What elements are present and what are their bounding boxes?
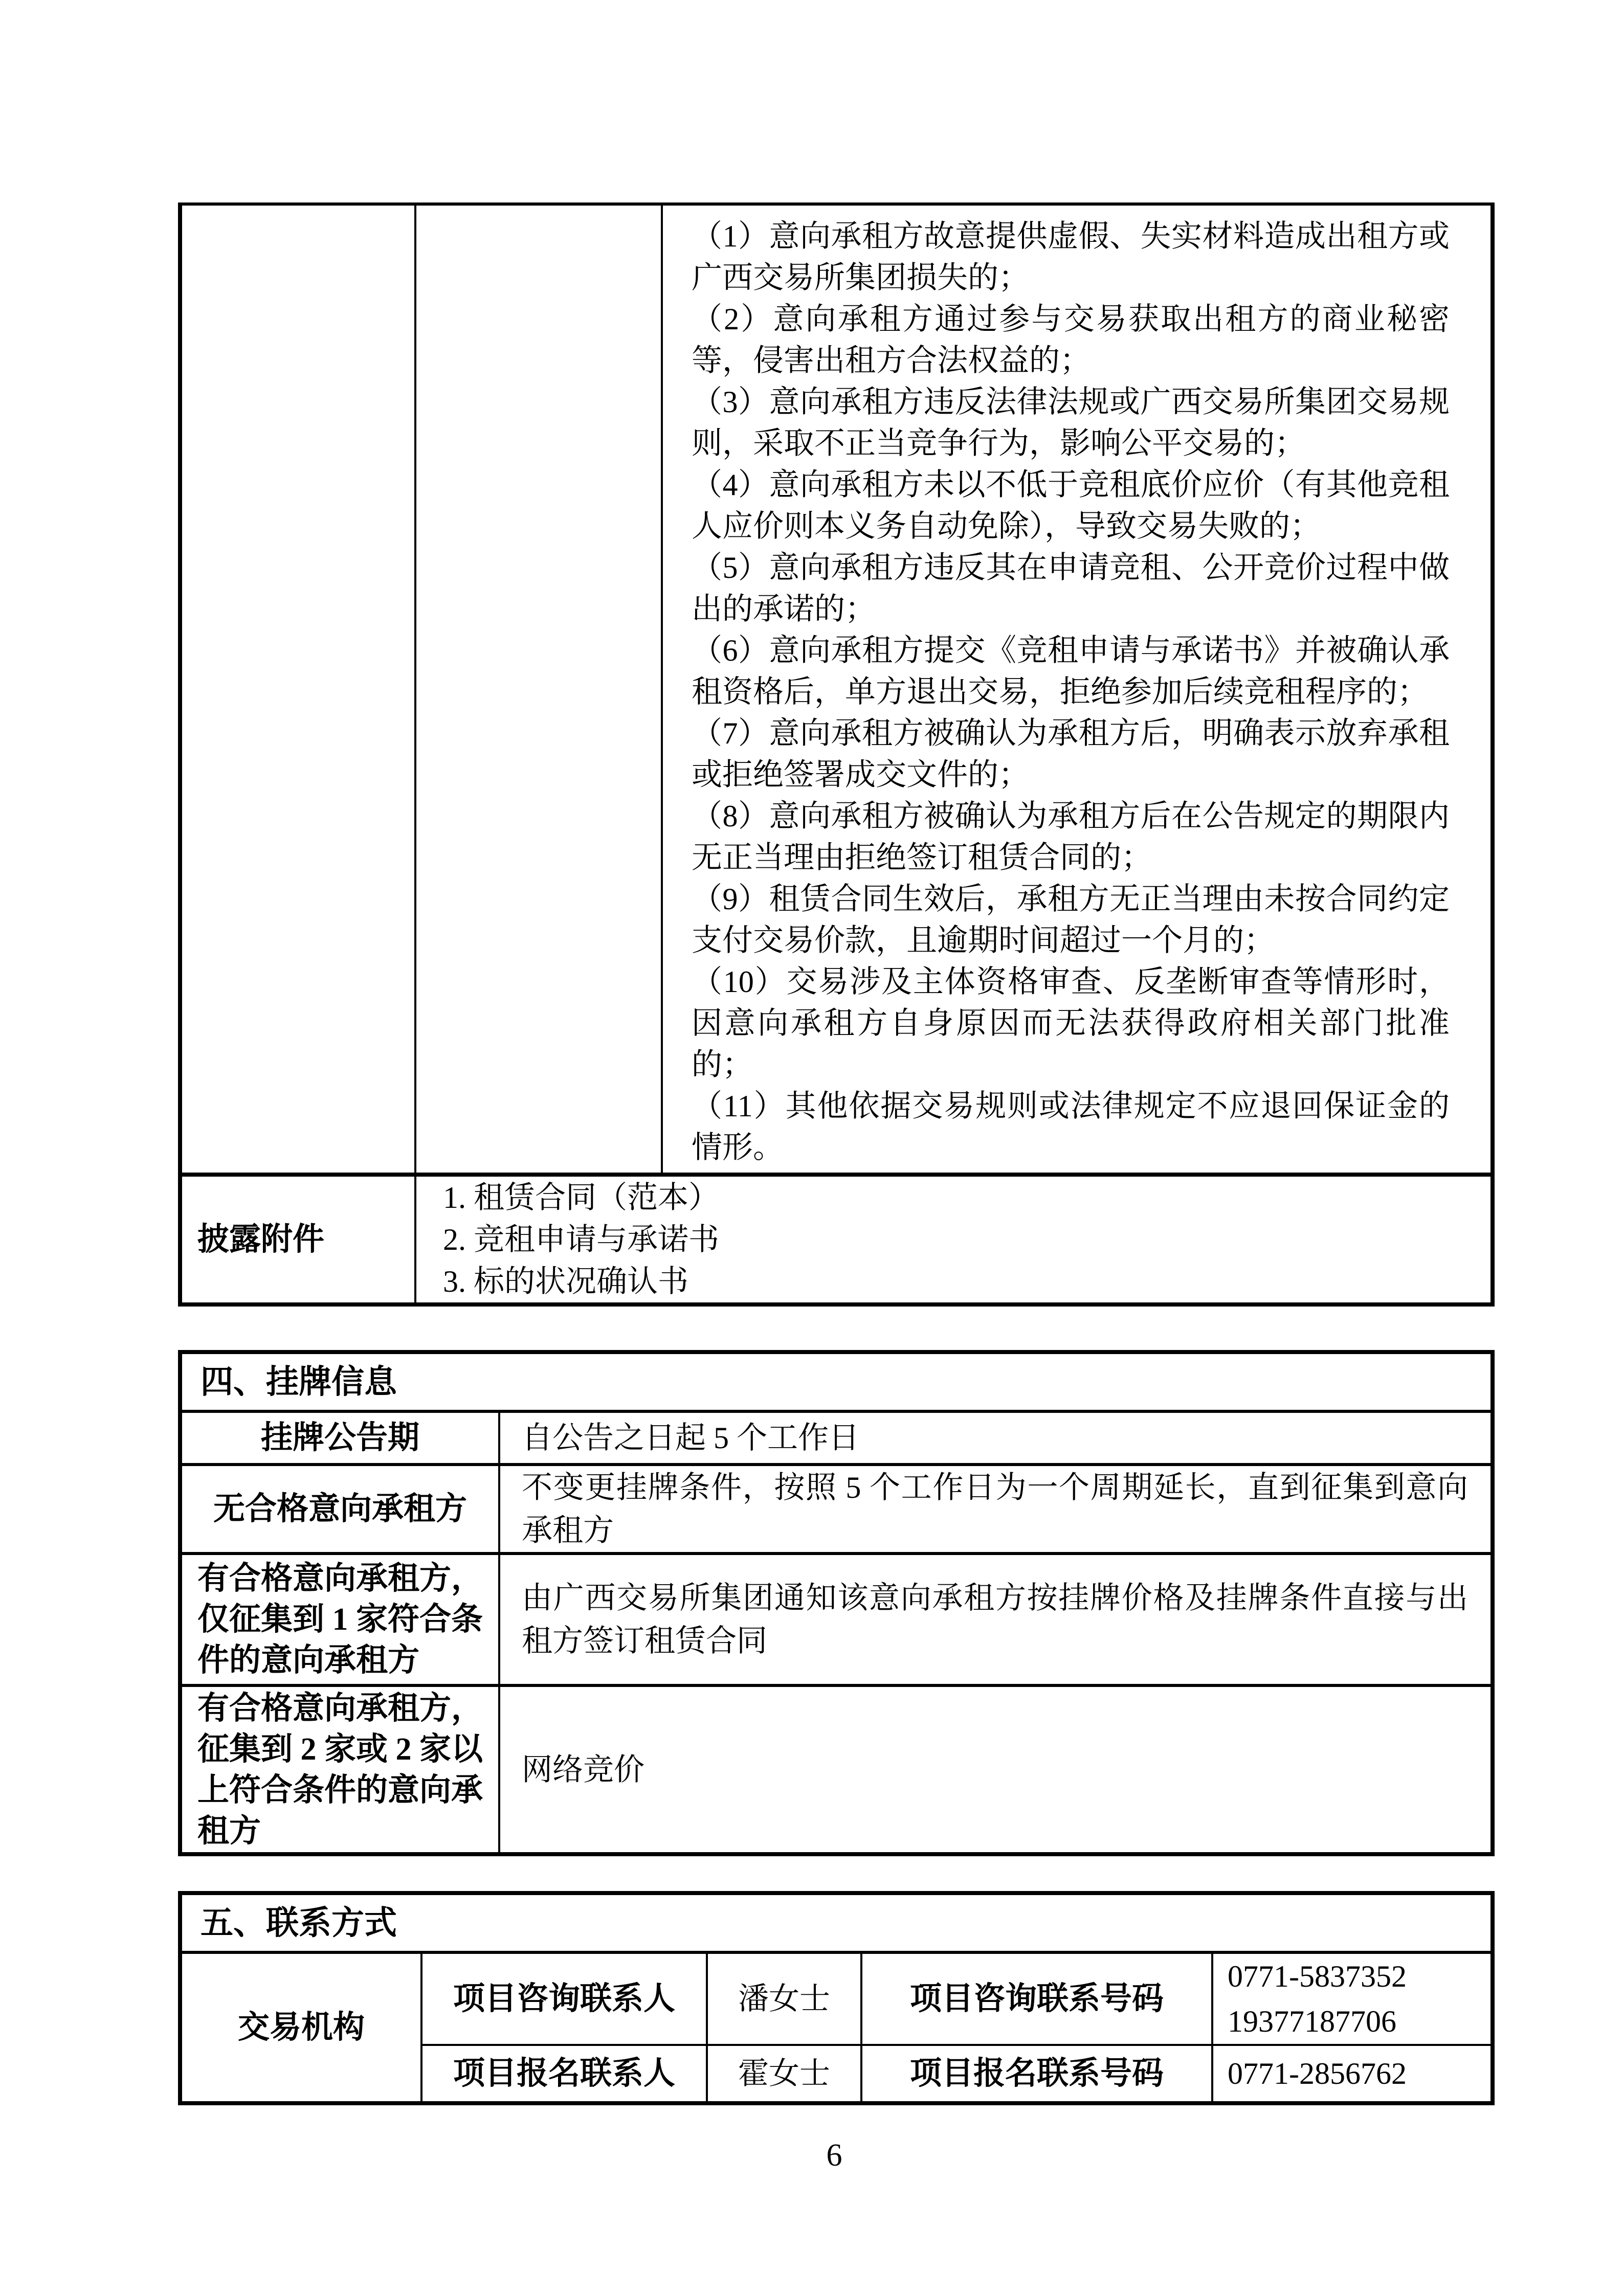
refund-exception-item: （6）意向承租方提交《竞租申请与承诺书》并被确认承租资格后，单方退出交易，拒绝参加后续竞租程序的； <box>692 634 1450 709</box>
refund-exception-item: （11）其他依据交易规则或法律规定不应退回保证金的情形。 <box>692 1089 1450 1164</box>
listing-row-label: 有合格意向承租方，仅征集到 1 家符合条件的意向承租方 <box>180 1554 499 1685</box>
refund-exception-item: （5）意向承租方违反其在申请竞租、公开竞价过程中做出的承诺的； <box>692 551 1450 626</box>
listing-row-value: 不变更挂牌条件，按照 5 个工作日为一个周期延长，直到征集到意向承租方 <box>499 1465 1493 1554</box>
section-title-contact: 五、联系方式 <box>180 1893 1493 1952</box>
phone-number: 19377187706 <box>1228 2005 1396 2038</box>
page-number: 6 <box>826 2138 842 2173</box>
refund-exception-item: （2）意向承租方通过参与交易获取出租方的商业秘密等，侵害出租方合法权益的； <box>692 302 1450 377</box>
disclosure-attachments-label: 披露附件 <box>180 1175 415 1304</box>
deposit-refund-continuation-table <box>178 202 1495 1307</box>
contact-role-cell: 项目咨询联系人 <box>421 1952 707 2045</box>
listing-row-value: 由广西交易所集团通知该意向承租方按挂牌价格及挂牌条件直接与出租方签订租赁合同 <box>499 1554 1493 1685</box>
phone-number: 0771-2856762 <box>1228 2057 1407 2090</box>
refund-exception-item: （9）租赁合同生效后，承租方无正当理由未按合同约定支付交易价款，且逾期时间超过一个月的； <box>692 882 1450 957</box>
listing-row-label: 有合格意向承租方，征集到 2 家或 2 家以上符合条件的意向承租方 <box>180 1685 499 1854</box>
attachment-item: 3. 标的状况确认书 <box>443 1265 688 1298</box>
listing-row-value: 网络竞价 <box>499 1685 1493 1854</box>
contact-name-cell: 霍女士 <box>707 2045 861 2103</box>
contact-table <box>178 1891 1495 2105</box>
contact-phone-label-cell: 项目咨询联系号码 <box>861 1952 1212 2045</box>
disclosure-attachments-list <box>415 1175 1493 1304</box>
org-label-cell: 交易机构 <box>180 1952 421 2103</box>
refund-exception-item: （10）交易涉及主体资格审查、反垄断审查等情形时，因意向承租方自身原因而无法获得政府相关部门批准的； <box>692 965 1450 1082</box>
contact-name-cell: 潘女士 <box>707 1952 861 2045</box>
refund-exception-item: （1）意向承租方故意提供虚假、失实材料造成出租方或广西交易所集团损失的； <box>692 219 1450 295</box>
refund-exception-item: （3）意向承租方违反法律法规或广西交易所集团交易规则，采取不正当竞争行为，影响公平交易的； <box>692 385 1450 460</box>
listing-row-label: 挂牌公告期 <box>180 1411 499 1465</box>
refund-exception-item: （8）意向承租方被确认为承租方后在公告规定的期限内无正当理由拒绝签订租赁合同的； <box>692 799 1450 874</box>
listing-info-table <box>178 1350 1495 1856</box>
refund-exception-list-cell <box>662 204 1493 1175</box>
contact-role-cell: 项目报名联系人 <box>421 2045 707 2103</box>
contact-phone-cell <box>1212 2045 1493 2103</box>
refund-exception-item: （7）意向承租方被确认为承租方后，明确表示放弃承租或拒绝签署成交文件的； <box>692 716 1450 792</box>
refund-exception-item: （4）意向承租方未以不低于竞租底价应价（有其他竞租人应价则本义务自动免除），导致交易失败的； <box>692 468 1450 543</box>
contact-phone-cell <box>1212 1952 1493 2045</box>
section-title-listing-info: 四、挂牌信息 <box>180 1352 1493 1411</box>
contact-phone-label-cell: 项目报名联系号码 <box>861 2045 1212 2103</box>
attachment-item: 1. 租赁合同（范本） <box>443 1181 719 1214</box>
listing-row-value: 自公告之日起 5 个工作日 <box>499 1411 1493 1465</box>
phone-number: 0771-5837352 <box>1228 1960 1407 1993</box>
empty-cell-middle <box>415 204 662 1175</box>
listing-row-label: 无合格意向承租方 <box>180 1465 499 1554</box>
empty-cell-left <box>180 204 415 1175</box>
attachment-item: 2. 竞租申请与承诺书 <box>443 1223 719 1256</box>
